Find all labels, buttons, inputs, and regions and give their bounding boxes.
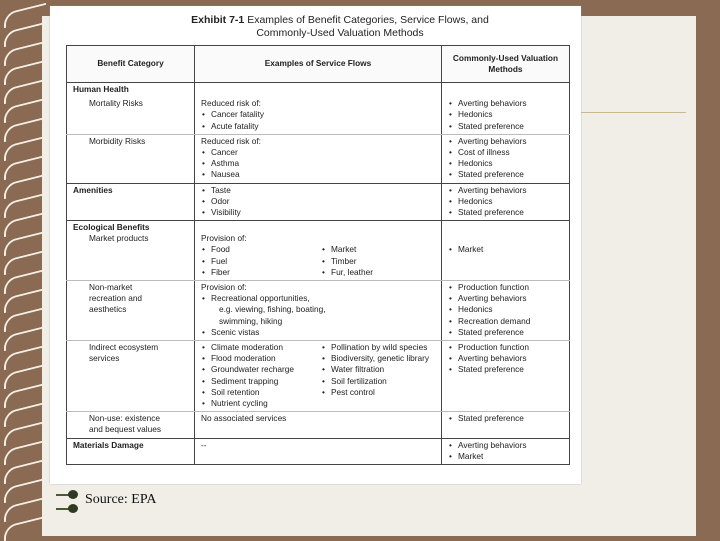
table-header-row: [67, 46, 570, 83]
list-item: • Timber: [321, 256, 437, 267]
list-item: • Nutrient cycling: [201, 398, 317, 409]
list-item: • Food: [201, 244, 317, 255]
pin-icon: [56, 504, 78, 513]
method-list: [448, 244, 565, 255]
list-item: • Averting behaviors: [448, 440, 565, 451]
method-list: [448, 98, 565, 132]
nonuse-flows: No associated services: [195, 412, 442, 438]
list-item: • Water filtration: [321, 364, 437, 375]
flow-list: [201, 342, 317, 409]
method-list: [448, 185, 565, 219]
category-ecological: Ecological Benefits: [73, 222, 150, 233]
table-row: [67, 183, 570, 221]
list-item: • Hedonics: [448, 304, 565, 315]
pin-icon: [56, 490, 78, 499]
list-item: • Climate moderation: [201, 342, 317, 353]
list-item: • Stated preference: [448, 207, 565, 218]
flow-list: [201, 244, 317, 278]
list-item: • Hedonics: [448, 109, 565, 120]
list-item: • Fur, leather: [321, 267, 437, 278]
list-item: • Market: [321, 244, 437, 255]
table-row: [67, 221, 570, 281]
table-row: [67, 97, 570, 134]
list-item: • Asthma: [201, 158, 437, 169]
flow-list: [201, 109, 437, 131]
flows-lead: Reduced risk of:: [201, 98, 261, 109]
flow-list: [321, 244, 437, 278]
list-item: • Scenic vistas: [201, 327, 437, 338]
header-valuation-methods: Commonly-Used Valuation Methods: [441, 46, 569, 83]
list-item: • Soil fertilization: [321, 376, 437, 387]
list-item: • Taste: [201, 185, 437, 196]
category-amenities: Amenities: [67, 183, 195, 221]
list-item: • Cost of illness: [448, 147, 565, 158]
list-item-continued: swimming, hiking: [219, 315, 283, 326]
exhibit-title-line1: Examples of Benefit Categories, Service Flows, and: [247, 14, 489, 26]
list-item: • Pest control: [321, 387, 437, 398]
materials-flows: --: [195, 438, 442, 464]
flows-lead: Reduced risk of:: [201, 135, 261, 146]
list-item: • Averting behaviors: [448, 353, 565, 364]
list-item: • Hedonics: [448, 158, 565, 169]
table-row: [67, 438, 570, 464]
table-row: [67, 281, 570, 341]
method-list: [448, 413, 565, 424]
flow-list: [201, 293, 437, 338]
header-service-flows: Examples of Service Flows: [195, 46, 442, 83]
exhibit-label: Exhibit 7-1: [191, 14, 245, 26]
list-item: • Cancer: [201, 147, 437, 158]
method-list: [448, 136, 565, 181]
spiral-binding: [0, 0, 48, 540]
category-materials-damage: Materials Damage: [67, 438, 195, 464]
method-list: [448, 282, 565, 338]
flow-list: [321, 342, 437, 409]
source-area: [56, 488, 256, 516]
list-item: • Averting behaviors: [448, 185, 565, 196]
subcategory-market-products: Market products: [89, 233, 149, 244]
exhibit-title-line2: Commonly-Used Valuation Methods: [256, 27, 424, 39]
list-item: • Averting behaviors: [448, 293, 565, 304]
subcategory-indirect: Indirect ecosystem services: [89, 342, 159, 364]
table-row: [67, 83, 570, 98]
list-item: • Soil retention: [201, 387, 317, 398]
exhibit-scan: [50, 6, 581, 484]
list-item: • Market: [448, 451, 565, 462]
subcategory-mortality: Mortality Risks: [89, 98, 143, 109]
flow-list: [201, 147, 437, 181]
list-item: • Stated preference: [448, 169, 565, 180]
list-item: • Flood moderation: [201, 353, 317, 364]
flows-lead: Provision of:: [201, 233, 247, 244]
category-human-health: Human Health: [67, 83, 195, 98]
list-item: • Acute fatality: [201, 121, 437, 132]
header-benefit-category: Benefit Category: [67, 46, 195, 83]
source-caption: Source: EPA: [85, 492, 157, 507]
table-row: [67, 341, 570, 412]
subcategory-morbidity: Morbidity Risks: [89, 135, 146, 146]
list-item: • Stated preference: [448, 413, 565, 424]
table-row: [67, 134, 570, 183]
list-item: • Fuel: [201, 256, 317, 267]
table-row: [67, 412, 570, 438]
list-item: • Sediment trapping: [201, 376, 317, 387]
list-item: • Hedonics: [448, 196, 565, 207]
list-item: • Production function: [448, 342, 565, 353]
exhibit-title: [150, 14, 530, 40]
list-item: • Recreational opportunities,: [201, 293, 437, 304]
list-item: • Groundwater recharge: [201, 364, 317, 375]
benefit-table: [66, 45, 570, 465]
list-item: • Biodiversity, genetic library: [321, 353, 437, 364]
list-item: • Fiber: [201, 267, 317, 278]
list-item: • Averting behaviors: [448, 136, 565, 147]
subcategory-nonmarket: Non-market recreation and aesthetics: [89, 282, 143, 315]
list-item: • Stated preference: [448, 364, 565, 375]
flow-list: [201, 185, 437, 219]
list-item: • Production function: [448, 282, 565, 293]
list-item: • Nausea: [201, 169, 437, 180]
list-item-continued: e.g. viewing, fishing, boating,: [219, 304, 326, 315]
decorative-rule: [580, 112, 686, 113]
flows-lead: Provision of:: [201, 282, 247, 293]
subcategory-nonuse: Non-use: existence and bequest values: [89, 413, 161, 435]
list-item: • Visibility: [201, 207, 437, 218]
list-item: • Pollination by wild species: [321, 342, 437, 353]
list-item: • Stated preference: [448, 327, 565, 338]
list-item: • Odor: [201, 196, 437, 207]
list-item: • Cancer fatality: [201, 109, 437, 120]
method-list: [448, 440, 565, 462]
method-list: [448, 342, 565, 376]
list-item: • Market: [448, 244, 565, 255]
list-item: • Averting behaviors: [448, 98, 565, 109]
list-item: • Recreation demand: [448, 316, 565, 327]
list-item: • Stated preference: [448, 121, 565, 132]
